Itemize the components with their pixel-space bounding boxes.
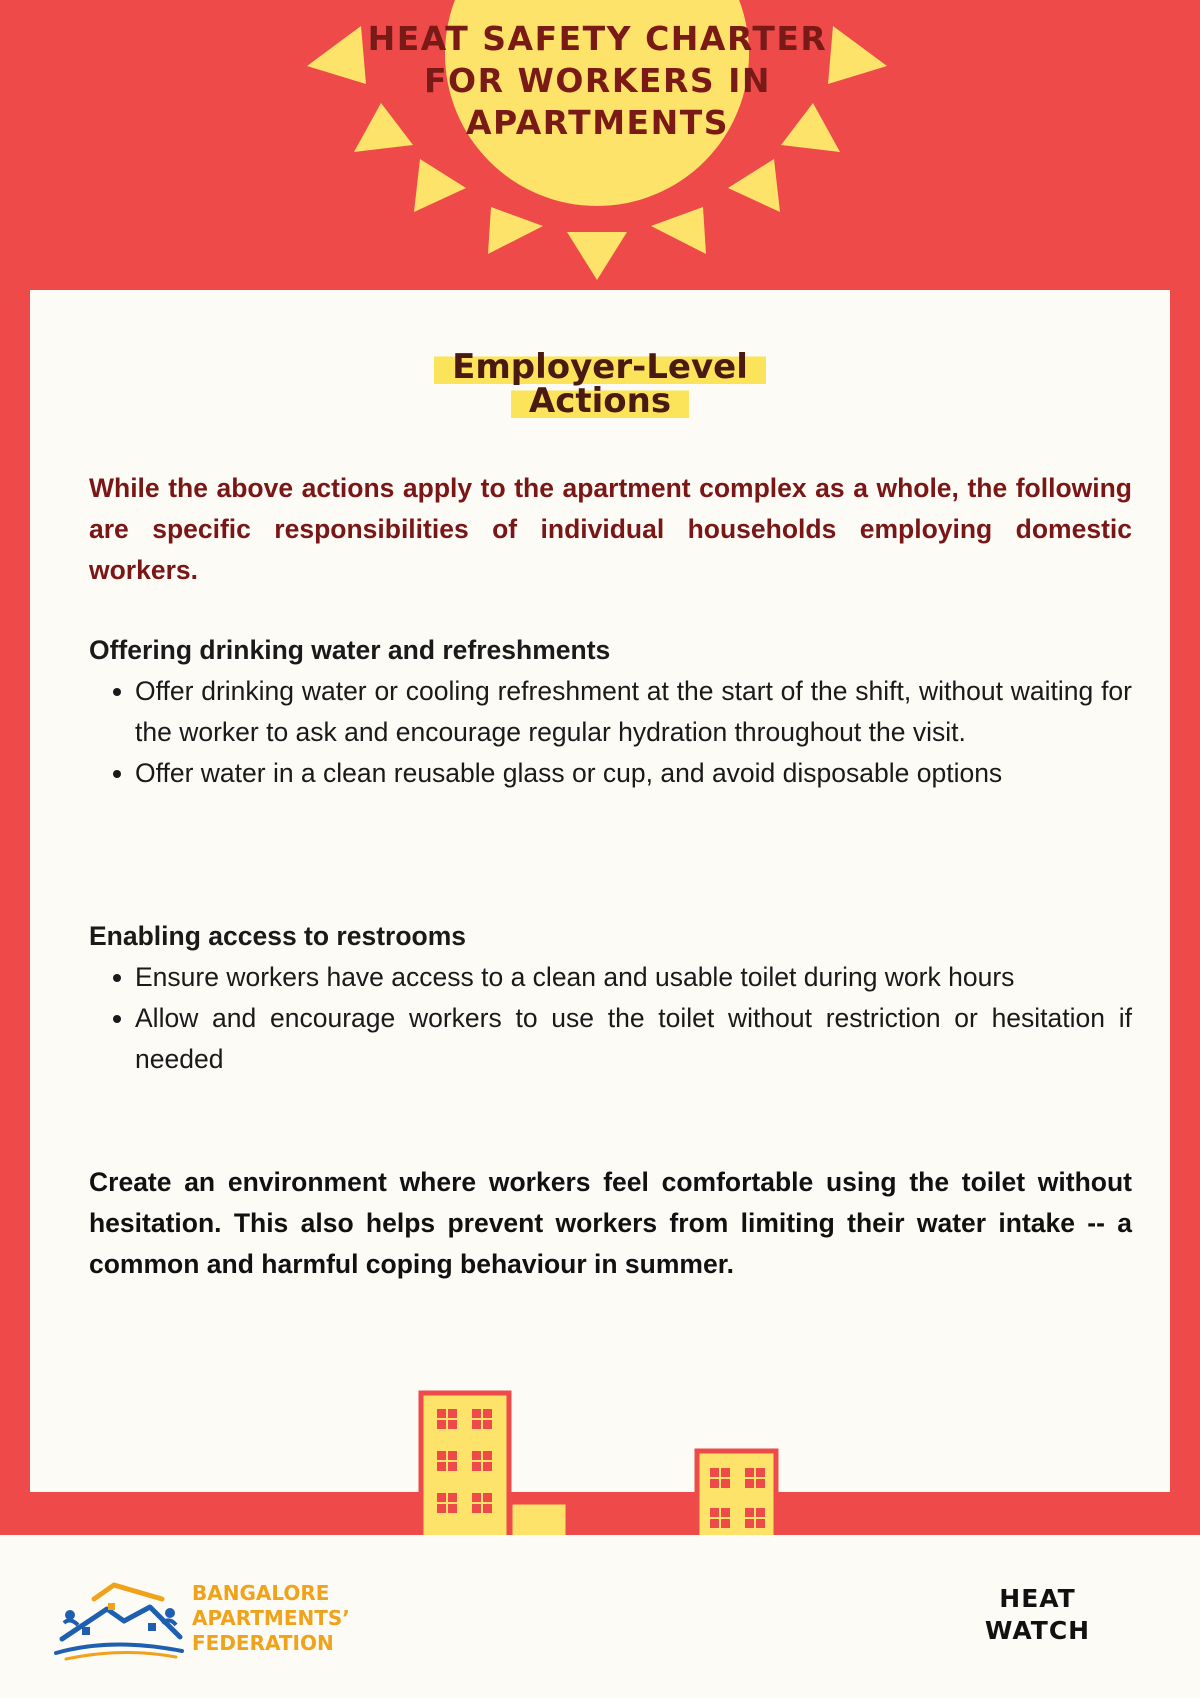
bullet-list [89, 957, 1132, 1080]
title-line: FOR WORKERS IN [423, 61, 772, 100]
heading-highlight [434, 347, 766, 421]
organization-name-line: BANGALORE [192, 1581, 330, 1605]
building-short-icon [697, 1451, 776, 1540]
content-panel [30, 290, 1170, 1492]
subheading: Offering drinking water and refreshments [89, 635, 611, 665]
bullet-list [89, 671, 1132, 794]
federation-logo-icon [52, 1577, 187, 1662]
list-item: Ensure workers have access to a clean and usable toilet during work hours [135, 957, 1132, 998]
buildings-illustration [0, 1380, 1200, 1540]
organization-name [192, 1581, 350, 1656]
intro-paragraph: While the above actions apply to the apartment complex as a whole, the following are specific responsibilities of individual households employing domestic workers. [89, 473, 1132, 585]
footer [0, 1535, 1200, 1698]
brand-line: HEAT [999, 1584, 1076, 1613]
title-line: HEAT SAFETY CHARTER [367, 19, 828, 58]
list-item: Offer drinking water or cooling refreshment at the start of the shift, without waiting for the worker to ask and encourage regular hydration throughout the visit. [135, 671, 1132, 753]
subheading: Enabling access to restrooms [89, 921, 467, 951]
list-item: Allow and encourage workers to use the toilet without restriction or hesitation if needed [135, 998, 1132, 1080]
page-title [360, 18, 835, 144]
section-drinking-water [89, 630, 1132, 794]
heading-line: Employer-Level [452, 347, 748, 387]
title-line: APARTMENTS [466, 103, 729, 142]
section-heading [30, 347, 1170, 421]
organization-name-line: FEDERATION [192, 1631, 334, 1655]
heading-line: Actions [528, 381, 672, 421]
heat-watch-brand [960, 1583, 1115, 1647]
building-tall-icon [421, 1393, 568, 1540]
closing-paragraph: Create an environment where workers feel comfortable using the toilet without hesitation. This also helps prevent workers from limiting their water intake -- a common and harmful coping behaviour in summer. [89, 1167, 1132, 1279]
section-restrooms [89, 916, 1132, 1080]
organization-name-line: APARTMENTS’ [192, 1606, 350, 1630]
list-item: Offer water in a clean reusable glass or cup, and avoid disposable options [135, 753, 1132, 794]
brand-line: WATCH [984, 1616, 1091, 1645]
